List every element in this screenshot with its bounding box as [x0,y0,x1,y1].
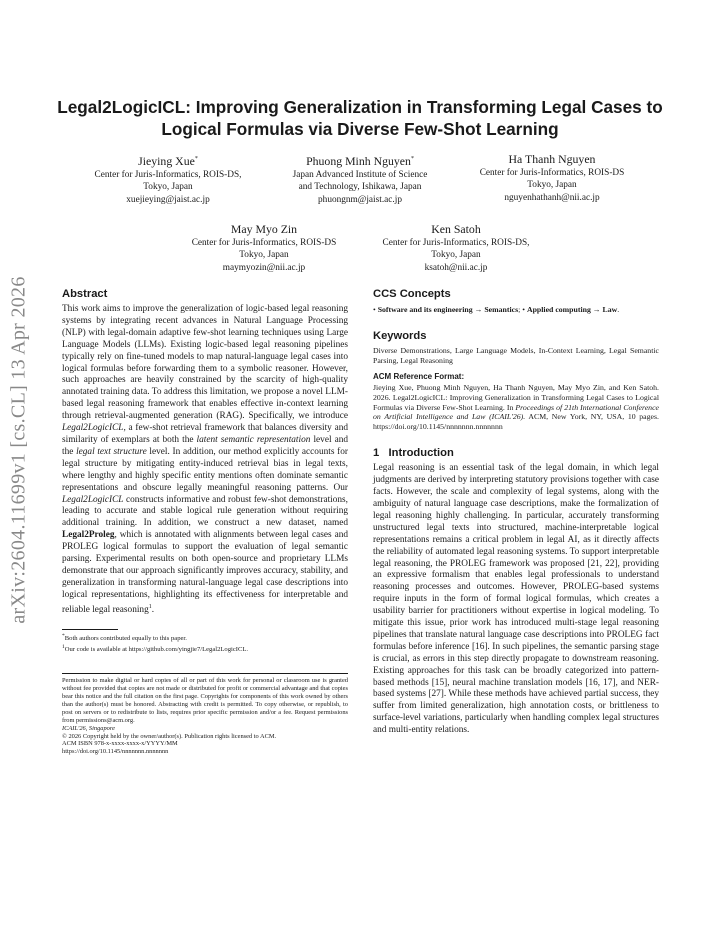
author-email: xuejieying@jaist.ac.jp [126,194,210,205]
permission-rule [62,673,348,674]
author-email: nguyenhathanh@nii.ac.jp [504,192,600,203]
venue: ICAIL'26, Singapore [62,724,115,732]
author-location: Tokyo, Japan [431,250,481,261]
arxiv-id: arXiv:2604.11699v1 [cs.CL] 13 Apr 2026 [7,276,30,624]
arxiv-stamp [4,240,34,660]
isbn: ACM ISBN 978-x-xxxx-xxxx-x/YYYY/MM [62,740,178,748]
author-affiliation: Center for Juris-Informatics, ROIS-DS [191,238,337,248]
author-location: Tokyo, Japan [143,182,193,193]
author-affiliation: Center for Juris-Informatics, ROIS-DS, [94,169,242,180]
author-affiliation: Center for Juris-Informatics, ROIS-DS [479,168,625,178]
author-location: Tokyo, Japan [239,250,289,261]
introduction-text: Legal reasoning is an essential task of the legal domain, in which legal judgments are derived by interpreting statutory provisions together with case facts. However, the scale and complexity of legal systems, along with the ambiguity of natural language case descriptions, make the formalization of legal reasoning highly challenging. In particular, accurately transforming unstructured legal texts into structured, machine-interpretable logical representations remains a critical problem in legal AI, as it directly affects the reliability of automated legal reasoning systems. To support interpretable legal reasoning, the PROLEG framework was proposed [21, 22], providing an expressive formalism that enables legal professionals to understand reasoning processes and outcomes. However, PROLEG-based systems require inputs in the form of formal logical formulas, which creates a usability barrier for practitioners without expertise in logical modeling. To mitigate this issue, prior work has introduced multi-stage legal reasoning pipelines that translate natural language case descriptions into PROLEG fact formulas before inference [16]. In such pipelines, the semantic parsing stage is crucial, as errors in this step directly propagate to downstream reasoning. Existing approaches for this task can be broadly categorized into pattern-based methods [15], neural machine translation models [16, 17], and NER-based systems [27]. While these methods have achieved partial success, they suffer from limited generalization, high annotation costs, or brittleness to surface-level variations, particularly when handling complex legal structures and multi-entity relations. [373,463,659,736]
author-name: May Myo Zin [230,222,298,236]
footnote-equal-contribution: *Both authors contributed equally to this paper. [62,632,187,642]
keywords-text: Diverse Demonstrations, Large Language Models, In-Context Learning, Legal Semantic Parsing, Legal Reasoning [373,345,659,365]
abstract-text: This work aims to improve the generalization of logic-based legal reasoning systems by integrating recent advances in Natural Language Processing (NLP) with legal-domain adaptive few-shot learning techniques using Large Language Models (LLMs). Existing logic-based legal reasoning pipelines typically rely on fine-tuned models to map natural-language legal cases into logical formulas before forwarding them to a symbolic reasoner. However, such approaches are heavily constrained by the scarcity of high-quality annotated training data. To address this limitation, we propose a novel LLM-based legal reasoning framework that enables effective in-context learning through retrieval-augmented generation (RAG). Specifically, we introduce Legal2LogicICL, a few-shot retrieval framework that balances diversity and similarity of exemplars at both the latent semantic representation level and the legal text structure level. In addition, our method explicitly accounts for legal structure by mitigating entity-induced retrieval bias in legal texts, where lengthy and highly specific entity mentions often dominate semantic representations and obscure legally meaningful reasoning patterns. Our Legal2LogicICL constructs informative and robust few-shot demonstrations, leading to accurate and stable logical rule generation without requiring additional training. In addition, we construct a new dataset, named Legal2Proleg, which is annotated with alignments between legal cases and PROLEG logical formulas to support the evaluation of legal semantic parsing. Experimental results on both open-source and proprietary LLMs demonstrate that our approach significantly improves accuracy, stability, and generalization in transforming natural-language legal case descriptions into logical representations, highlighting its effectiveness for interpretable and reliable legal reasoning$^1$. [62,304,349,615]
author-affiliation: Japan Advanced Institute of Science [292,169,428,180]
ccs-concepts: • Software and its engineering → Semantics; • Applied computing → Law. [373,305,620,314]
author-block-2 [264,152,456,206]
paper-title: Legal2LogicICL: Improving Generalization in Transforming Legal Cases to Logical Formulas via Diverse Few-Shot Learning [57,97,663,139]
author-name: Jieying Xue* [138,153,198,168]
author-affiliation: Center for Juris-Informatics, ROIS-DS, [382,238,530,248]
author-email: ksatoh@nii.ac.jp [424,262,488,273]
author-name: Phuong Minh Nguyen* [306,153,414,168]
footnote-rule [62,629,118,630]
right-column [373,287,659,737]
footnote-code: $^1$Our code is available at https://github.com/yingjie7/Legal2LogicICL. [62,644,249,654]
author-location: Tokyo, Japan [527,180,577,191]
author-block-5 [360,222,552,274]
author-location: and Technology, Ishikawa, Japan [298,182,422,193]
author-email: maymyozin@nii.ac.jp [222,262,306,273]
author-block-1 [72,152,264,206]
author-block-4 [168,222,360,274]
left-column [62,287,348,756]
permission-notice: Permission to make digital or hard copies of all or part of this work for personal or classroom use is granted without fee provided that copies are not made or distributed for profit or commercial advantage and that copies bear this notice and the full citation on the first page. Copyrights for components of this work owned by others than the author(s) must be honored. Abstracting with credit is permitted. To copy otherwise, or republish, to post on servers or to redistribute to lists, requires prior specific permission and/or a fee. Request permissions from permissions@acm.org. [62,676,348,724]
acm-reference-heading: ACM Reference Format: [373,371,465,381]
author-email: phuongnm@jaist.ac.jp [318,194,402,205]
author-block-3 [456,152,648,204]
author-name: Ha Thanh Nguyen [508,152,596,166]
keywords-heading: Keywords [373,329,427,342]
introduction-heading: 1 Introduction [373,447,454,460]
copyright-notice: © 2026 Copyright held by the owner/author(s). Publication rights licensed to ACM. [62,732,277,740]
author-name: Ken Satoh [431,222,481,236]
acm-reference-text: Jieying Xue, Phuong Minh Nguyen, Ha Thanh Nguyen, May Myo Zin, and Ken Satoh. 2026. Legal2LogicICL: Improving Generalization in Transforming Legal Cases to Logical Formulas via Diverse Few-Shot Learning. In Proceedings of 21th International Conference on Artificial Intelligence and Law (ICAIL'26). ACM, New York, NY, USA, 10 pages. https://doi.org/10.1145/nnnnnnn.nnnnnnn [373,382,659,432]
ccs-heading: CCS Concepts [373,288,451,300]
abstract-heading: Abstract [62,288,108,300]
doi: https://doi.org/10.1145/nnnnnnn.nnnnnnn [62,748,169,756]
